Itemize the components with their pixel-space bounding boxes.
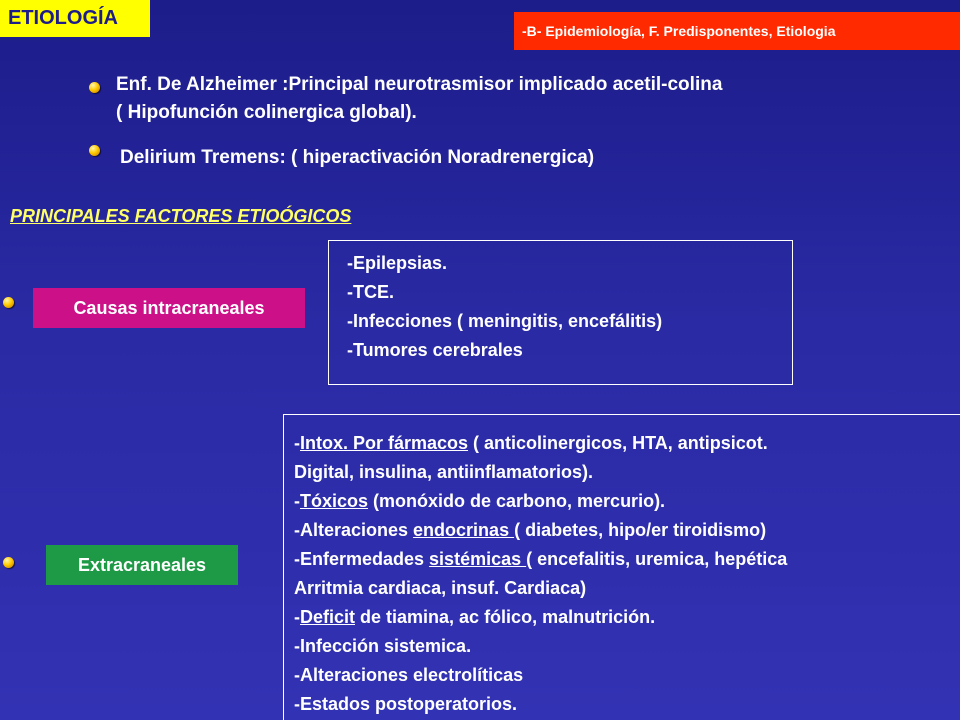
list-item: -TCE.: [347, 282, 394, 302]
bullet-icon: [3, 557, 14, 568]
list-item: Digital, insulina, antiinflamatorios).: [294, 462, 594, 482]
list-item: -Alteraciones electrolíticas: [294, 665, 524, 685]
factors-heading: PRINCIPALES FACTORES ETIOÓGICOS: [10, 206, 352, 226]
list-item: -Alteraciones endocrinas ( diabetes, hipo/er tiroidismo): [294, 520, 767, 540]
alzheimer-line-2: ( Hipofunción colinergica global).: [116, 102, 417, 123]
list-item: -Intox. Por fármacos ( anticolinergicos, HTA, antipsicot.: [294, 433, 768, 453]
list-item: -Enfermedades sistémicas ( encefalitis, uremica, hepética: [294, 549, 788, 569]
intracraneales-list: [328, 240, 793, 385]
bullet-icon: [3, 297, 14, 308]
extracraneales-list: [283, 414, 960, 720]
list-item: Arritmia cardiaca, insuf. Cardiaca): [294, 578, 587, 598]
list-item: -Infección sistemica.: [294, 636, 472, 656]
list-item: -Tóxicos (monóxido de carbono, mercurio).: [294, 491, 666, 511]
bullet-icon: [89, 145, 100, 156]
page-title: ETIOLOGÍA: [0, 0, 150, 37]
section-subtitle-banner: -B- Epidemiología, F. Predisponentes, Etiologia: [514, 12, 960, 50]
extracraneales-label: Extracraneales: [46, 545, 238, 585]
list-item: -Epilepsias.: [347, 253, 448, 273]
alzheimer-line-1: Enf. De Alzheimer :Principal neurotrasmisor implicado acetil-colina: [116, 74, 723, 95]
list-item: -Tumores cerebrales: [347, 340, 523, 360]
list-item: -Deficit de tiamina, ac fólico, malnutrición.: [294, 607, 656, 627]
list-item: -Infecciones ( meningitis, encefálitis): [347, 311, 663, 331]
list-item: -Estados postoperatorios.: [294, 694, 518, 714]
bullet-icon: [89, 82, 100, 93]
delirium-line: Delirium Tremens: ( hiperactivación Noradrenergica): [120, 147, 595, 168]
intracraneales-label: Causas intracraneales: [33, 288, 305, 328]
